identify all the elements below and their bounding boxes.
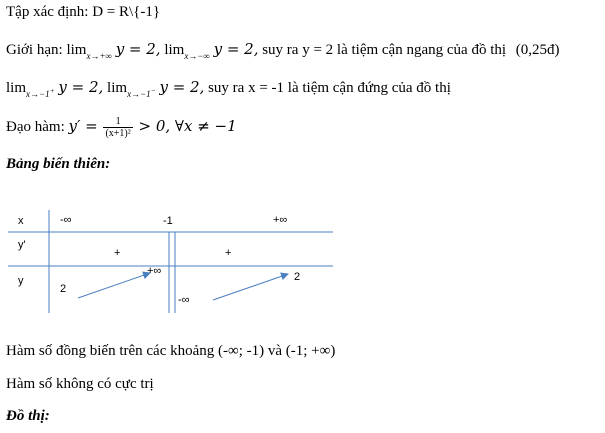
sign-right: + <box>225 247 232 259</box>
increasing-arrow-left <box>78 273 150 298</box>
sign-left: + <box>114 247 121 259</box>
fraction-denominator: (x+1)² <box>105 128 131 139</box>
vertical-asymptote-conclusion: suy ra x = -1 là tiệm cận đứng của đồ thị <box>208 80 451 96</box>
limit-plus-infinity: $\lim_{x\to+\infty} y = 2$, <box>66 40 161 61</box>
y-right-start: -∞ <box>178 294 190 306</box>
score-label: (0,25đ) <box>515 42 560 58</box>
limit-left-of-minus-one: $\lim_{x\to-1^-} y = 2$, <box>107 78 205 99</box>
graph-heading: Đồ thị: <box>6 408 50 424</box>
row-label-y: y <box>18 275 24 287</box>
extremum-conclusion: Hàm số không có cực trị <box>6 376 154 392</box>
derivative-line <box>6 116 237 139</box>
increasing-arrow-right <box>213 274 288 300</box>
row-label-x: x <box>18 215 24 227</box>
horizontal-asymptote-conclusion: suy ra y = 2 là tiệm cận ngang của đồ thị <box>262 42 507 58</box>
derivative-rhs: > 0, ∀x ≠ −1 <box>138 116 237 135</box>
y-left-start: 2 <box>60 283 67 295</box>
x-right-value: +∞ <box>273 214 288 226</box>
row-label-y-prime: y' <box>18 239 26 251</box>
variation-table-heading: Bảng biến thiên: <box>6 156 111 172</box>
limit-right-of-minus-one: $\lim_{x\to-1^+} y = 2$, <box>6 78 104 99</box>
y-right-end: 2 <box>294 271 301 283</box>
domain-line: Tập xác định: D = R\{-1} <box>6 4 161 20</box>
vertical-asymptote-line <box>6 78 451 99</box>
limit-label: Giới hạn: <box>6 42 63 58</box>
derivative-label: Đạo hàm: <box>6 118 65 135</box>
fraction-numerator: 1 <box>103 116 132 128</box>
x-left-value: -∞ <box>60 214 72 226</box>
derivative-fraction <box>103 116 132 139</box>
derivative-lhs: y′ = <box>68 116 98 135</box>
limit-minus-infinity: $\lim_{x\to-\infty} y = 2$, <box>164 40 259 61</box>
monotonicity-conclusion: Hàm số đồng biến trên các khoảng (-∞; -1) và (-1; +∞) <box>6 343 336 359</box>
x-mid-value: -1 <box>163 215 173 227</box>
horizontal-asymptote-line <box>6 40 560 61</box>
y-left-end: +∞ <box>147 265 162 277</box>
variation-table <box>0 205 345 320</box>
